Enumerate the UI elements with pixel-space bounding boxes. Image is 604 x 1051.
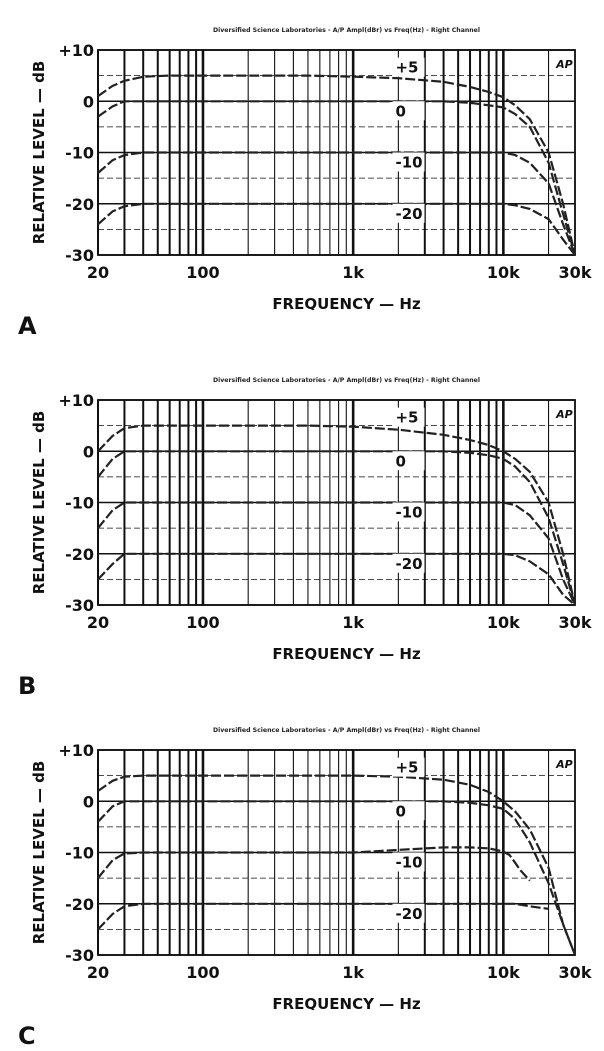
x-tick-label: 20 [86, 613, 110, 632]
y-tick-label: -30 [65, 946, 94, 965]
series-label-3: -10 [395, 853, 423, 872]
y-tick-label: +10 [58, 741, 94, 760]
series-label-1: +5 [395, 758, 419, 777]
panel-label-c: C [18, 1022, 36, 1050]
y-tick-label: -10 [65, 843, 94, 863]
series-label-3: -10 [395, 153, 423, 172]
y-axis-label: RELATIVE LEVEL — dB [30, 60, 48, 245]
y-tick-label: -10 [65, 493, 94, 513]
y-axis-label: RELATIVE LEVEL — dB [30, 410, 48, 595]
chart-title: Diversified Science Laboratories - A/P Ampl(dBr) vs Freq(Hz) - Right Channel [212, 27, 481, 34]
series-label-4: -20 [395, 904, 423, 923]
series-label-1: +5 [395, 58, 419, 77]
x-axis-label: FREQUENCY — Hz [272, 645, 421, 660]
chart-panel-b [0, 350, 604, 700]
y-tick-label: -30 [65, 596, 94, 615]
y-tick-label: +10 [58, 391, 94, 410]
x-tick-label: 1k [342, 263, 365, 282]
x-tick-label: 100 [186, 263, 220, 282]
x-axis-label: FREQUENCY — Hz [272, 995, 421, 1010]
x-tick-label: 10k [486, 963, 520, 982]
panel-label-a: A [18, 312, 37, 340]
ap-logo: AP [556, 58, 573, 71]
series-label-2: 0 [395, 452, 406, 471]
y-tick-label: 0 [82, 792, 94, 812]
y-tick-label: -10 [65, 143, 94, 163]
chart-svg-c [0, 700, 604, 1010]
y-tick-label: -20 [65, 194, 94, 214]
series-label-2: 0 [395, 102, 406, 121]
x-tick-label: 100 [186, 963, 220, 982]
panel-label-b: B [18, 672, 37, 700]
chart-svg-b [0, 350, 604, 660]
series-label-1: +5 [395, 408, 419, 427]
x-tick-label: 20 [86, 263, 110, 282]
y-tick-label: +10 [58, 41, 94, 60]
x-tick-label: 20 [86, 963, 110, 982]
x-tick-label: 100 [186, 613, 220, 632]
y-tick-label: -20 [65, 544, 94, 564]
chart-title: Diversified Science Laboratories - A/P Ampl(dBr) vs Freq(Hz) - Right Channel [212, 377, 481, 384]
series-label-2: 0 [395, 802, 406, 821]
x-tick-label: 30k [558, 963, 592, 982]
chart-svg-a [0, 0, 604, 310]
y-tick-label: -20 [65, 894, 94, 914]
ap-logo: AP [556, 758, 573, 771]
y-tick-label: 0 [82, 92, 94, 112]
chart-title: Diversified Science Laboratories - A/P Ampl(dBr) vs Freq(Hz) - Right Channel [212, 727, 481, 734]
y-tick-label: 0 [82, 442, 94, 462]
x-tick-label: 10k [486, 263, 520, 282]
series-label-3: -10 [395, 503, 423, 522]
x-axis-label: FREQUENCY — Hz [272, 295, 421, 310]
y-axis-label: RELATIVE LEVEL — dB [30, 760, 48, 945]
chart-panel-a [0, 0, 604, 345]
x-tick-label: 1k [342, 613, 365, 632]
x-tick-label: 30k [558, 613, 592, 632]
series-label-4: -20 [395, 204, 423, 223]
ap-logo: AP [556, 408, 573, 421]
x-tick-label: 30k [558, 263, 592, 282]
series-label-4: -20 [395, 554, 423, 573]
x-tick-label: 10k [486, 613, 520, 632]
x-tick-label: 1k [342, 963, 365, 982]
y-tick-label: -30 [65, 246, 94, 265]
chart-panel-c [0, 700, 604, 1050]
